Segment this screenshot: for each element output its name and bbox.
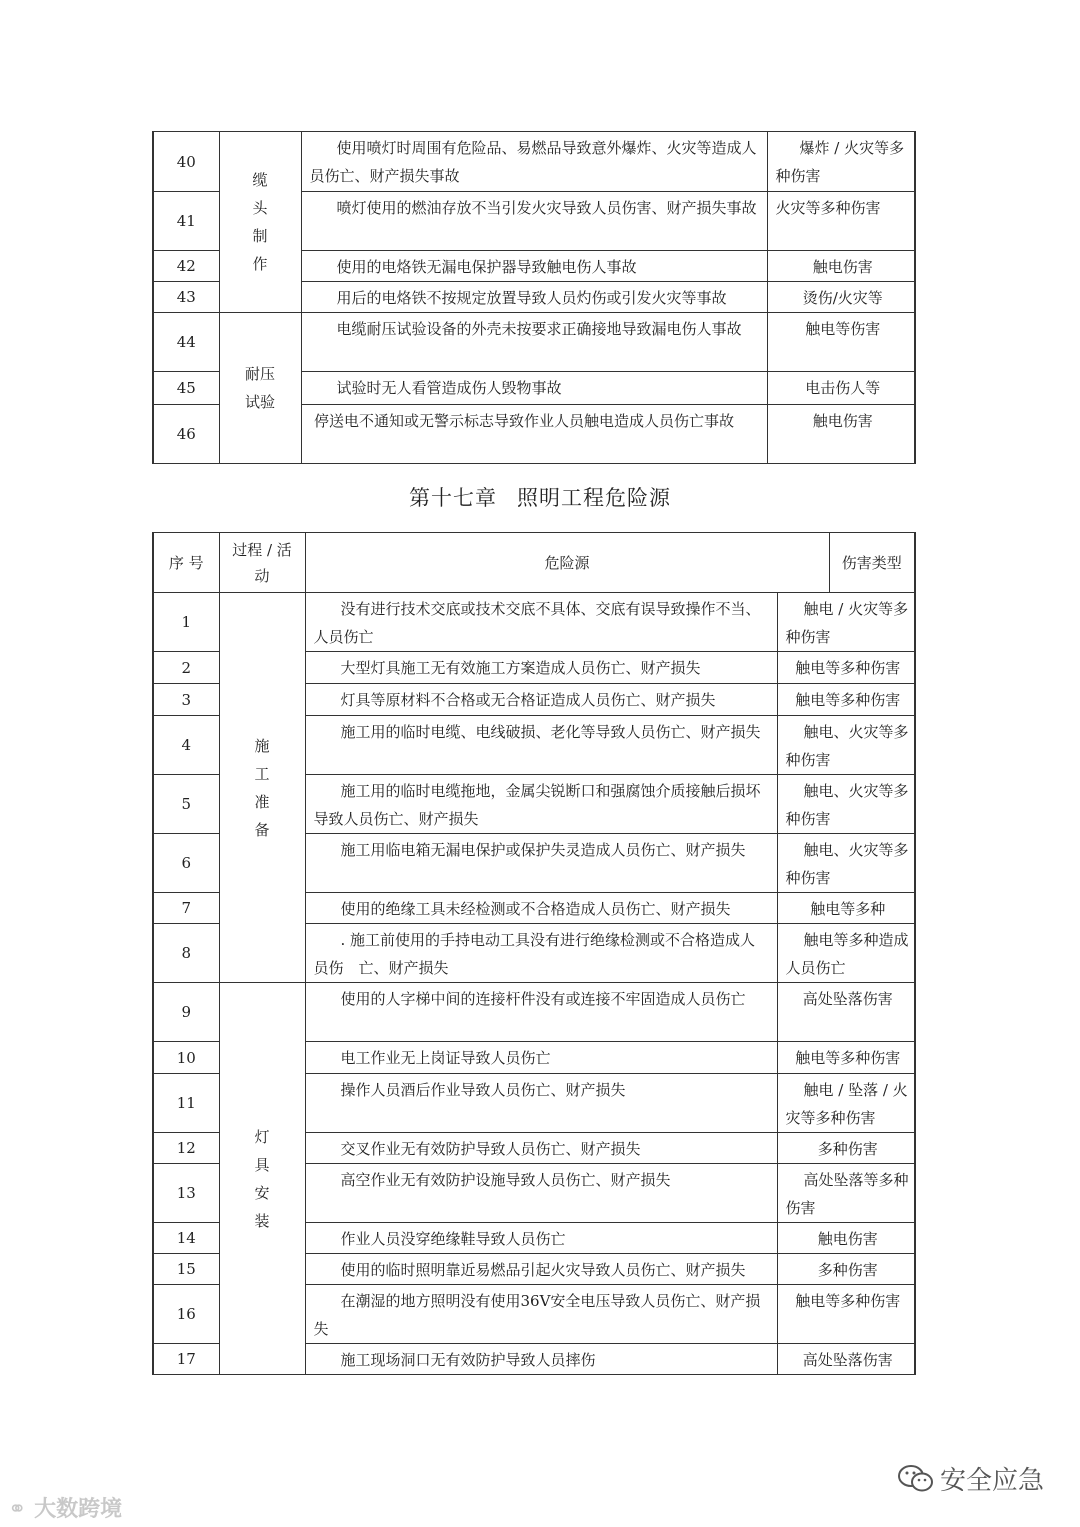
row-number: 15 (153, 1254, 219, 1285)
hazard-cell: 大型灯具施工无有效施工方案造成人员伤亡、财产损失 (305, 652, 777, 684)
row-number: 12 (153, 1133, 219, 1164)
row-number: 7 (153, 893, 219, 924)
harm-type-cell: 触电 / 坠落 / 火灾等多种伤害 (777, 1074, 915, 1133)
process-label: 灯具安装 (254, 1127, 270, 1230)
watermark-right (898, 1460, 1044, 1497)
hazard-cell: 试验时无人看管造成伤人毁物事故 (301, 372, 767, 405)
process-label: 耐压试验 (244, 365, 275, 411)
hazard-cell: 电工作业无上岗证导致人员伤亡 (305, 1042, 777, 1074)
table-row (153, 983, 915, 1042)
row-number: 17 (153, 1344, 219, 1375)
row-number: 43 (153, 282, 219, 313)
row-number: 5 (153, 775, 219, 834)
header-harm-type: 伤害类型 (829, 533, 915, 593)
row-number: 8 (153, 924, 219, 983)
hazard-cell: 施工用的临时电缆拖地，金属尖锐断口和强腐蚀介质接触后损坏导致人员伤亡、财产损失 (305, 775, 777, 834)
harm-type-cell: 爆炸 / 火灾等多种伤害 (767, 132, 915, 192)
process-cell (219, 983, 305, 1375)
hazard-cell: 施工现场洞口无有效防护导致人员摔伤 (305, 1344, 777, 1375)
harm-type-cell: 触电、火灾等多种伤害 (777, 834, 915, 893)
hazard-cell: 停送电不通知或无警示标志导致作业人员触电造成人员伤亡事故 (301, 405, 767, 464)
table-row (153, 132, 915, 192)
harm-type-cell: 烫伤/火灾等 (767, 282, 915, 313)
row-number: 14 (153, 1223, 219, 1254)
hazard-cell: 操作人员酒后作业导致人员伤亡、财产损失 (305, 1074, 777, 1133)
watermark-right-text: 安全应急 (940, 1466, 1045, 1496)
harm-type-cell: 触电 / 火灾等多种伤害 (777, 593, 915, 652)
hazard-cell: 使用的电烙铁无漏电保护器导致触电伤人事故 (301, 251, 767, 282)
table-row (153, 593, 915, 652)
hazard-cell: 作业人员没穿绝缘鞋导致人员伤亡 (305, 1223, 777, 1254)
harm-type-cell: 高处坠落伤害 (777, 983, 915, 1042)
hazard-cell: 施工用临电箱无漏电保护或保护失灵造成人员伤亡、财产损失 (305, 834, 777, 893)
hazard-cell: 喷灯使用的燃油存放不当引发火灾导致人员伤害、财产损失事故 (301, 192, 767, 251)
hazard-cell: 使用喷灯时周围有危险品、易燃品导致意外爆炸、火灾等造成人员伤亡、财产损失事故 (301, 132, 767, 192)
header-no: 序 号 (153, 533, 219, 593)
hazard-cell: 施工用的临时电缆、电线破损、老化等导致人员伤亡、财产损失 (305, 716, 777, 775)
harm-type-cell: 高处坠落等多种伤害 (777, 1164, 915, 1223)
harm-type-cell: 触电、火灾等多种伤害 (777, 775, 915, 834)
hazard-table-continued (152, 131, 916, 464)
wechat-icon (898, 1464, 934, 1494)
watermark-left (8, 1492, 122, 1523)
harm-type-cell: 触电等多种 (777, 893, 915, 924)
hazard-cell: 交叉作业无有效防护导致人员伤亡、财产损失 (305, 1133, 777, 1164)
row-number: 45 (153, 372, 219, 405)
row-number: 9 (153, 983, 219, 1042)
harm-type-cell: 触电等多种伤害 (777, 1285, 915, 1344)
harm-type-cell: 高处坠落伤害 (777, 1344, 915, 1375)
hazard-cell: 电缆耐压试验设备的外壳未按要求正确接地导致漏电伤人事故 (301, 313, 767, 372)
row-number: 41 (153, 192, 219, 251)
row-number: 13 (153, 1164, 219, 1223)
process-label: 施工准备 (254, 736, 270, 839)
harm-type-cell: 触电等多种伤害 (777, 1042, 915, 1074)
hazard-cell: 使用的绝缘工具未经检测或不合格造成人员伤亡、财产损失 (305, 893, 777, 924)
hazard-cell: 在潮湿的地方照明没有使用36V安全电压导致人员伤亡、财产损失 (305, 1285, 777, 1344)
watermark-left-text: 大数跨境 (34, 1497, 123, 1522)
row-number: 3 (153, 684, 219, 716)
process-cell (219, 132, 301, 313)
row-number: 6 (153, 834, 219, 893)
harm-type-cell: 电击伤人等 (767, 372, 915, 405)
harm-type-cell: 触电等多种伤害 (777, 684, 915, 716)
row-number: 42 (153, 251, 219, 282)
harm-type-cell: 多种伤害 (777, 1133, 915, 1164)
hazard-cell: 高空作业无有效防护设施导致人员伤亡、财产损失 (305, 1164, 777, 1223)
process-label: 缆头制作 (252, 171, 268, 273)
row-number: 40 (153, 132, 219, 192)
hazard-cell: 使用的临时照明靠近易燃品引起火灾导致人员伤亡、财产损失 (305, 1254, 777, 1285)
row-number: 4 (153, 716, 219, 775)
row-number: 1 (153, 593, 219, 652)
hazard-table (152, 532, 916, 593)
harm-type-cell: 触电伤害 (767, 405, 915, 464)
hazard-cell: 灯具等原材料不合格或无合格证造成人员伤亡、财产损失 (305, 684, 777, 716)
harm-type-cell: 触电伤害 (777, 1223, 915, 1254)
harm-type-cell: 多种伤害 (777, 1254, 915, 1285)
hazard-cell: . 施工前使用的手持电动工具没有进行绝缘检测或不合格造成人员伤 亡、财产损失 (305, 924, 777, 983)
weibo-icon: ⚭ (8, 1497, 27, 1522)
harm-type-cell: 火灾等多种伤害 (767, 192, 915, 251)
table-body (153, 593, 915, 1375)
row-number: 10 (153, 1042, 219, 1074)
process-cell (219, 313, 301, 464)
row-number: 46 (153, 405, 219, 464)
chapter-number: 第十七章 (409, 486, 497, 510)
table-row (153, 313, 915, 372)
process-cell (219, 593, 305, 983)
header-hazard: 危险源 (305, 533, 829, 593)
harm-type-cell: 触电伤害 (767, 251, 915, 282)
row-number: 2 (153, 652, 219, 684)
harm-type-cell: 触电等伤害 (767, 313, 915, 372)
row-number: 11 (153, 1074, 219, 1133)
row-number: 44 (153, 313, 219, 372)
chapter-title (0, 482, 1080, 512)
table-header-row (153, 533, 915, 593)
hazard-cell: 没有进行技术交底或技术交底不具体、交底有误导致操作不当、人员伤亡 (305, 593, 777, 652)
row-number: 16 (153, 1285, 219, 1344)
hazard-cell: 使用的人字梯中间的连接杆件没有或连接不牢固造成人员伤亡 (305, 983, 777, 1042)
chapter-heading: 照明工程危险源 (517, 486, 671, 510)
harm-type-cell: 触电等多种造成人员伤亡 (777, 924, 915, 983)
header-process: 过程 / 活动 (219, 533, 305, 593)
hazard-table-body (152, 592, 916, 1375)
harm-type-cell: 触电等多种伤害 (777, 652, 915, 684)
harm-type-cell: 触电、火灾等多种伤害 (777, 716, 915, 775)
hazard-cell: 用后的电烙铁不按规定放置导致人员灼伤或引发火灾等事故 (301, 282, 767, 313)
